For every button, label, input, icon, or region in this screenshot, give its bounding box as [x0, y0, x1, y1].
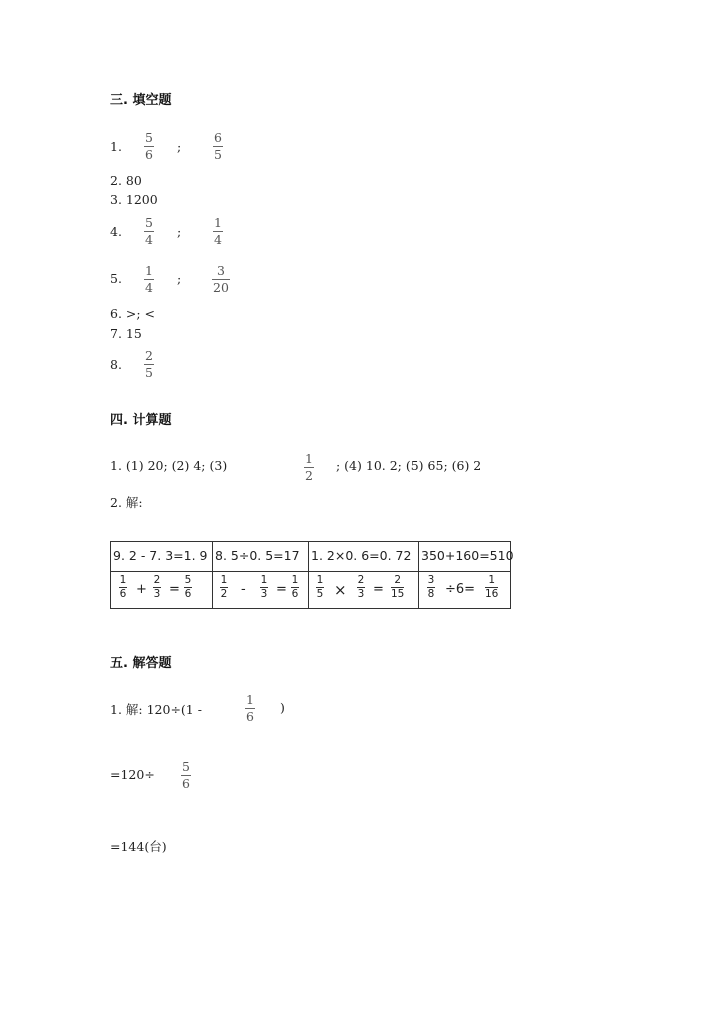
numerator: 5	[145, 130, 153, 145]
numerator: 6	[214, 130, 222, 145]
calc-q1-suffix: ; (4) 10. 2; (5) 65; (6) 2	[336, 458, 482, 473]
section-3-title: 三. 填空题	[110, 93, 172, 108]
numerator: 5	[184, 574, 192, 586]
table-r2c1-frac-result	[184, 575, 192, 600]
table-r2c4-operator: ÷6=	[445, 582, 476, 597]
calculation-table	[110, 541, 514, 609]
denominator: 6	[291, 588, 299, 600]
q6-answer: 6. >; <	[110, 306, 156, 321]
table-r2c1-frac-a	[119, 575, 127, 600]
table-cell-r1c4: 350+160=510	[421, 548, 514, 563]
numerator: 2	[394, 574, 402, 586]
denominator: 20	[213, 280, 229, 295]
denominator: 5	[316, 588, 324, 600]
q2-answer: 2. 80	[110, 173, 142, 188]
denominator: 4	[145, 232, 153, 247]
answer-line-3: =144(台)	[110, 839, 167, 854]
section-4-title: 四. 计算题	[110, 413, 172, 428]
q7-answer: 7. 15	[110, 326, 142, 341]
numerator: 1	[119, 574, 127, 586]
numerator: 2	[153, 574, 161, 586]
denominator: 5	[214, 147, 222, 162]
table-r2c2-frac-b	[260, 575, 268, 600]
answer-line-2-prefix: =120÷	[110, 767, 155, 782]
q8-fraction-1	[144, 349, 154, 380]
section-5-title: 五. 解答题	[110, 656, 172, 671]
table-r2c1-frac-b	[153, 575, 161, 600]
numerator: 1	[220, 574, 228, 586]
denominator: 4	[145, 280, 153, 295]
numerator: 1	[214, 215, 222, 230]
numerator: 1	[260, 574, 268, 586]
table-r2c2-frac-result	[291, 575, 299, 600]
numerator: 5	[145, 215, 153, 230]
denominator: 3	[153, 588, 161, 600]
answer-line-1-prefix: 1. 解: 120÷(1 -	[110, 702, 202, 717]
calc-q1-fraction	[304, 452, 314, 483]
q4-number: 4.	[110, 224, 122, 239]
numerator: 1	[316, 574, 324, 586]
denominator: 4	[214, 232, 222, 247]
table-cell-r1c2: 8. 5÷0. 5=17	[215, 548, 300, 563]
denominator: 2	[220, 588, 228, 600]
answer-line-2-fraction	[181, 760, 191, 791]
q4-fraction-1	[144, 216, 154, 247]
calc-q1-prefix: 1. (1) 20; (2) 4; (3)	[110, 458, 228, 473]
denominator: 6	[184, 588, 192, 600]
calc-q2-label: 2. 解:	[110, 495, 143, 510]
numerator: 1	[246, 692, 254, 707]
denominator: 16	[485, 588, 499, 600]
q8-number: 8.	[110, 357, 122, 372]
table-r2c3-frac-a	[316, 575, 324, 600]
table-r2c2-operator: -	[241, 582, 246, 597]
table-r2c3-equals: =	[373, 582, 384, 597]
denominator: 6	[145, 147, 153, 162]
denominator: 5	[145, 365, 153, 380]
table-r2c2-frac-a	[220, 575, 228, 600]
denominator: 6	[246, 709, 254, 724]
numerator: 1	[488, 574, 496, 586]
numerator: 3	[216, 263, 225, 278]
table-r2c4-frac-result	[485, 575, 498, 600]
numerator: 5	[182, 759, 190, 774]
table-r2c3-frac-b	[357, 575, 365, 600]
numerator: 1	[291, 574, 299, 586]
denominator: 3	[357, 588, 365, 600]
denominator: 3	[260, 588, 268, 600]
table-r2c1-operator: +	[136, 582, 147, 597]
q5-separator: ;	[177, 271, 182, 286]
denominator: 15	[391, 588, 405, 600]
q4-fraction-2	[213, 216, 223, 247]
denominator: 8	[427, 588, 435, 600]
q1-fraction-2	[213, 131, 223, 162]
numerator: 2	[145, 348, 153, 363]
denominator: 2	[305, 468, 313, 483]
q1-fraction-1	[144, 131, 154, 162]
q5-number: 5.	[110, 271, 122, 286]
table-r2c4-frac-a	[427, 575, 435, 600]
denominator: 6	[119, 588, 127, 600]
q4-separator: ;	[177, 224, 182, 239]
q5-fraction-1	[144, 264, 154, 295]
q1-number: 1.	[110, 139, 122, 154]
denominator: 6	[182, 776, 190, 791]
table-r2c1-equals: =	[169, 582, 180, 597]
table-cell-r1c1: 9. 2 - 7. 3=1. 9	[113, 548, 208, 563]
numerator: 1	[305, 451, 313, 466]
answer-line-1-fraction	[245, 693, 255, 724]
table-r2c3-operator: ×	[334, 581, 347, 599]
q5-fraction-2	[212, 264, 230, 295]
q3-answer: 3. 1200	[110, 192, 158, 207]
answer-line-1-suffix: )	[280, 700, 285, 715]
numerator: 1	[145, 263, 153, 278]
numerator: 2	[357, 574, 365, 586]
table-r2c3-frac-result	[391, 575, 404, 600]
table-r2c2-equals: =	[276, 582, 287, 597]
table-cell-r1c3: 1. 2×0. 6=0. 72	[311, 548, 412, 563]
numerator: 3	[427, 574, 435, 586]
q1-separator: ;	[177, 139, 182, 154]
